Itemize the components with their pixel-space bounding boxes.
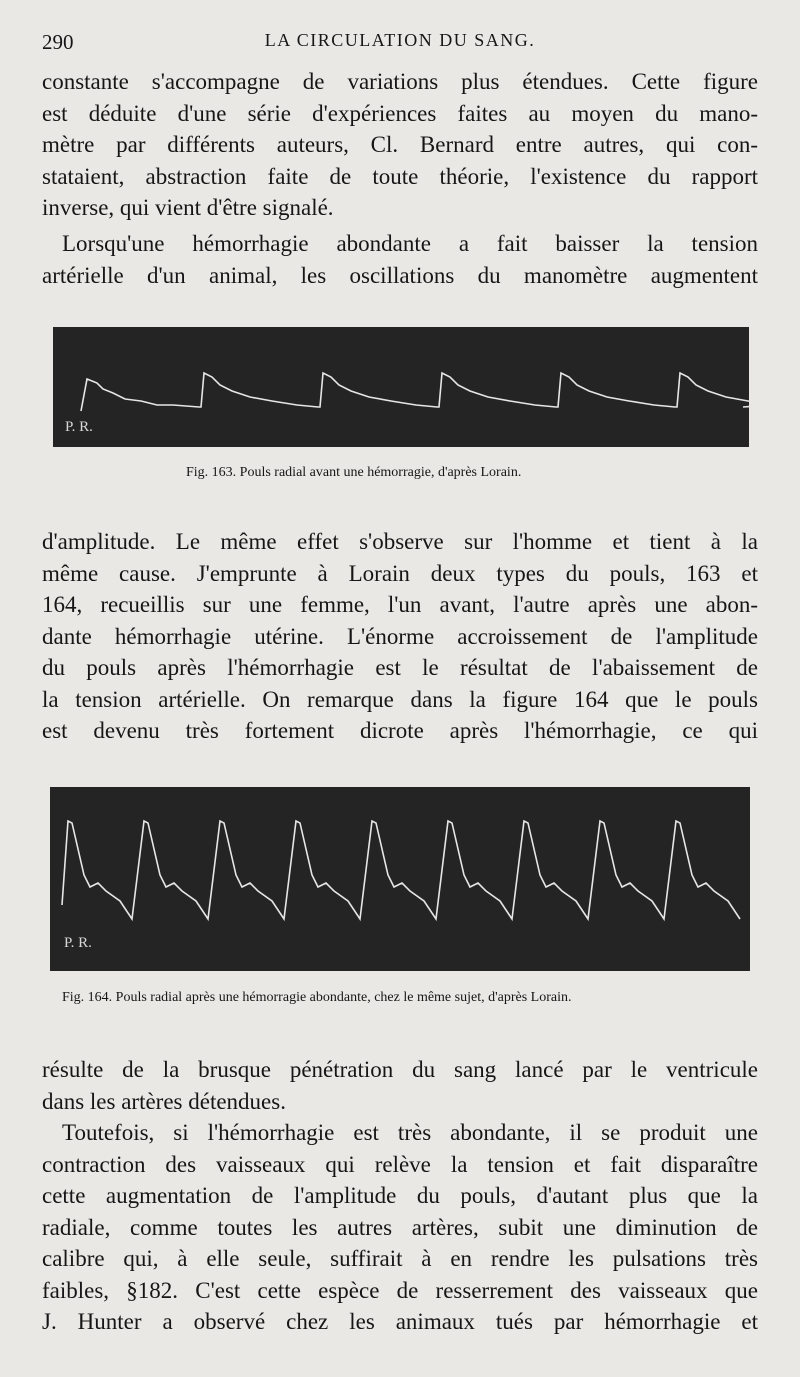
figure-163-trace <box>53 327 749 447</box>
figure-164-label: P. R. <box>64 935 92 951</box>
paragraph-3 <box>42 526 758 747</box>
text-line: même cause. J'emprunte à Lorain deux types du pouls, 163 et <box>42 560 758 586</box>
text-line: dante hémorrhagie utérine. L'énorme accroissement de l'amplitude <box>42 623 758 649</box>
pulse-line <box>62 821 740 919</box>
text-line: calibre qui, à elle seule, suffirait à en rendre les pulsations très <box>42 1246 758 1271</box>
text-line: cette augmentation de l'amplitude du pouls, d'autant plus que la <box>42 1183 758 1208</box>
paragraph-5 <box>42 1117 758 1338</box>
figure-164-caption: Fig. 164. Pouls radial après une hémorragie abondante, chez le même sujet, d'après Lorain. <box>62 990 572 1005</box>
text-line: dans les artères détendues. <box>42 1088 286 1114</box>
text-line: 164, recueillis sur une femme, l'un avant, l'autre après une abon- <box>42 592 758 617</box>
paragraph-4 <box>42 1054 758 1117</box>
text-line: J. Hunter a observé chez les animaux tués par hémorrhagie et <box>42 1309 758 1334</box>
page-number: 290 <box>42 30 74 54</box>
text-line: résulte de la brusque pénétration du sang lancé par le ventricule <box>42 1057 758 1082</box>
running-title: LA CIRCULATION DU SANG. <box>264 30 536 50</box>
text-line: radiale, comme toutes les autres artères, subit une diminution de <box>42 1214 758 1240</box>
text-line: inverse, qui vient d'être signalé. <box>42 195 334 220</box>
figure-163-caption: Fig. 163. Pouls radial avant une hémorragie, d'après Lorain. <box>186 465 522 480</box>
text-line: est devenu très fortement dicrote après l'hémorrhagie, ce qui <box>42 718 758 743</box>
text-line: contraction des vaisseaux qui relève la tension et fait disparaître <box>42 1151 758 1177</box>
paragraph-2 <box>42 228 758 291</box>
text-line: d'amplitude. Le même effet s'observe sur l'homme et tient à la <box>42 529 758 554</box>
text-line: artérielle d'un animal, les oscillations du manomètre augmentent <box>42 262 758 288</box>
pulse-line <box>81 373 749 411</box>
pulse-trace-163 <box>53 327 749 447</box>
page-header <box>40 30 760 60</box>
text-line: Lorsqu'une hémorrhagie abondante a fait baisser la tension <box>62 231 758 256</box>
text-line: mètre par différents auteurs, Cl. Bernard entre autres, qui con- <box>42 132 758 157</box>
figure-164-trace <box>50 787 750 971</box>
paragraph-1 <box>42 66 758 224</box>
text-line: Toutefois, si l'hémorrhagie est très abondante, il se produit une <box>62 1120 758 1145</box>
text-line: est déduite d'une série d'expériences faites au moyen du mano- <box>42 100 758 126</box>
text-line: faibles, §182. C'est cette espèce de resserrement des vaisseaux que <box>42 1277 758 1303</box>
pulse-trace-164 <box>50 787 750 971</box>
figure-163-label: P. R. <box>65 419 93 435</box>
text-line: stataient, abstraction faite de toute théorie, l'existence du rapport <box>42 163 758 189</box>
text-line: la tension artérielle. On remarque dans la figure 164 que le pouls <box>42 686 758 712</box>
text-line: constante s'accompagne de variations plus étendues. Cette figure <box>42 69 758 94</box>
text-line: du pouls après l'hémorrhagie est le résultat de l'abaissement de <box>42 655 758 680</box>
